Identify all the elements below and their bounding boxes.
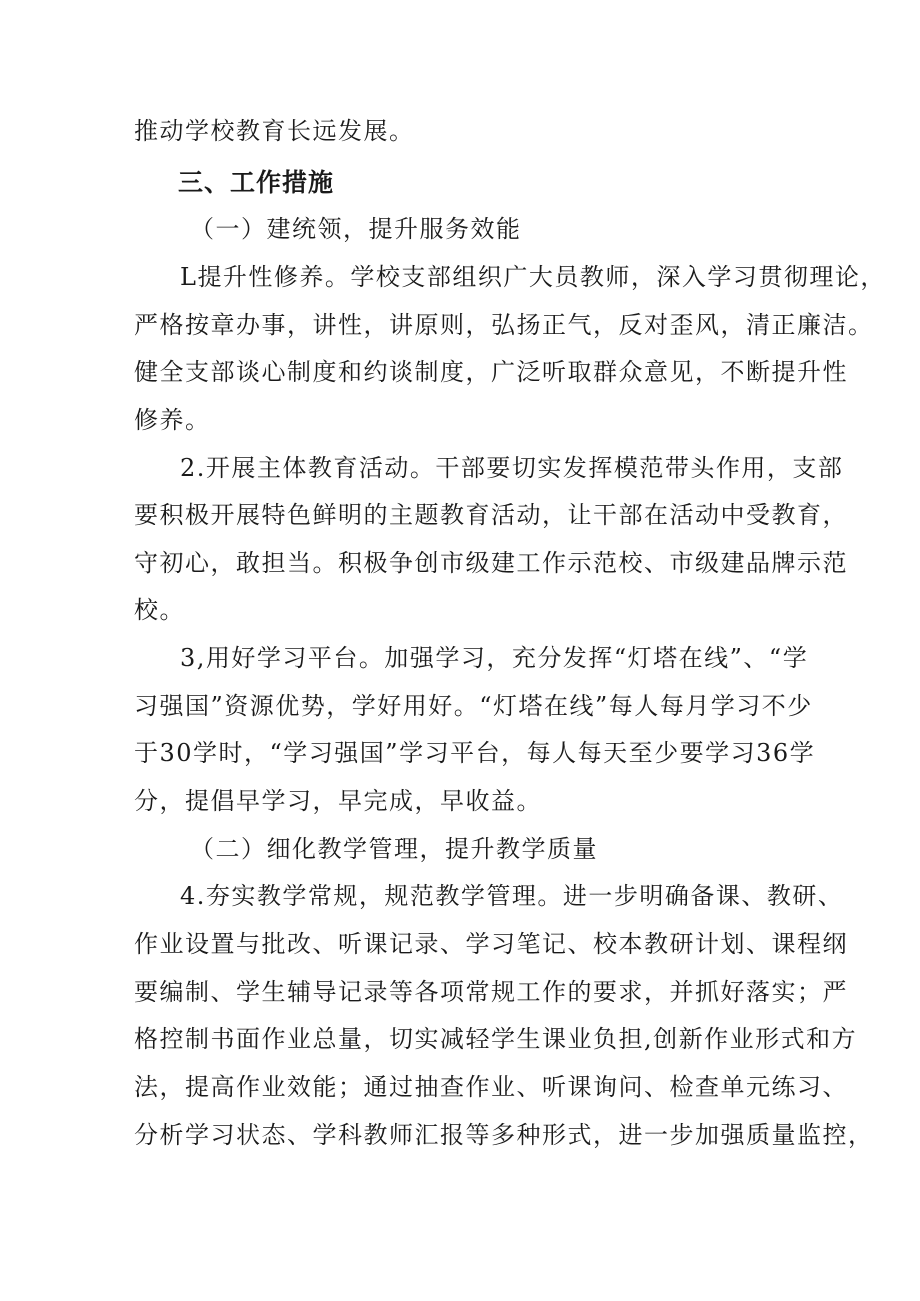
section-heading: 三、工作措施 <box>178 168 335 197</box>
body-text-line: 严格按章办事，讲性，讲原则，弘扬正气，反对歪风，清正廉洁。 <box>134 311 874 339</box>
body-text-line: 健全支部谈心制度和约谈制度，广泛听取群众意见，不断提升性 <box>134 358 848 386</box>
body-text-line: 于30学时，“学习强国”学习平台，每人每天至少要学习36学 <box>134 739 816 767</box>
subsection-heading: （二）细化教学管理，提升教学质量 <box>190 835 598 863</box>
body-text-line: 修养。 <box>134 406 211 434</box>
body-text-line: 习强国”资源优势，学好用好。“灯塔在线”每人每月学习不少 <box>134 692 813 720</box>
subsection-heading: （一）建统领，提升服务效能 <box>190 215 522 243</box>
body-text-line: 要编制、学生辅导记录等各项常规工作的要求，并抓好落实；严 <box>134 978 848 1006</box>
body-text-line: 法，提高作业效能；通过抽查作业、听课询问、检查单元练习、 <box>134 1073 848 1101</box>
body-text-line: 分，提倡早学习，早完成，早收益。 <box>134 787 542 815</box>
body-text-line: 格控制书面作业总量，切实减轻学生课业负担,创新作业形式和方 <box>134 1025 858 1053</box>
body-text-line: 4.夯实教学常规，规范教学管理。进一步明确备课、教研、 <box>180 882 844 910</box>
body-text-line: 作业设置与批改、听课记录、学习笔记、校本教研计划、课程纲 <box>134 930 848 958</box>
body-text-line: 分析学习状态、学科教师汇报等多种形式，进一步加强质量监控， <box>134 1121 874 1149</box>
body-text-line: 校。 <box>134 596 185 624</box>
body-text-line: 要积极开展特色鲜明的主题教育活动，让干部在活动中受教育， <box>134 501 848 529</box>
body-text-line: 3,用好学习平台。加强学习，充分发挥“灯塔在线”、“学 <box>180 644 809 672</box>
body-text-line: L提升性修养。学校支部组织广大员教师，深入学习贯彻理论， <box>180 263 886 291</box>
body-text-line: 2.开展主体教育活动。干部要切实发挥模范带头作用，支部 <box>180 454 844 482</box>
body-text-line: 推动学校教育长远发展。 <box>134 117 415 145</box>
body-text-line: 守初心，敢担当。积极争创市级建工作示范校、市级建品牌示范 <box>134 549 848 577</box>
